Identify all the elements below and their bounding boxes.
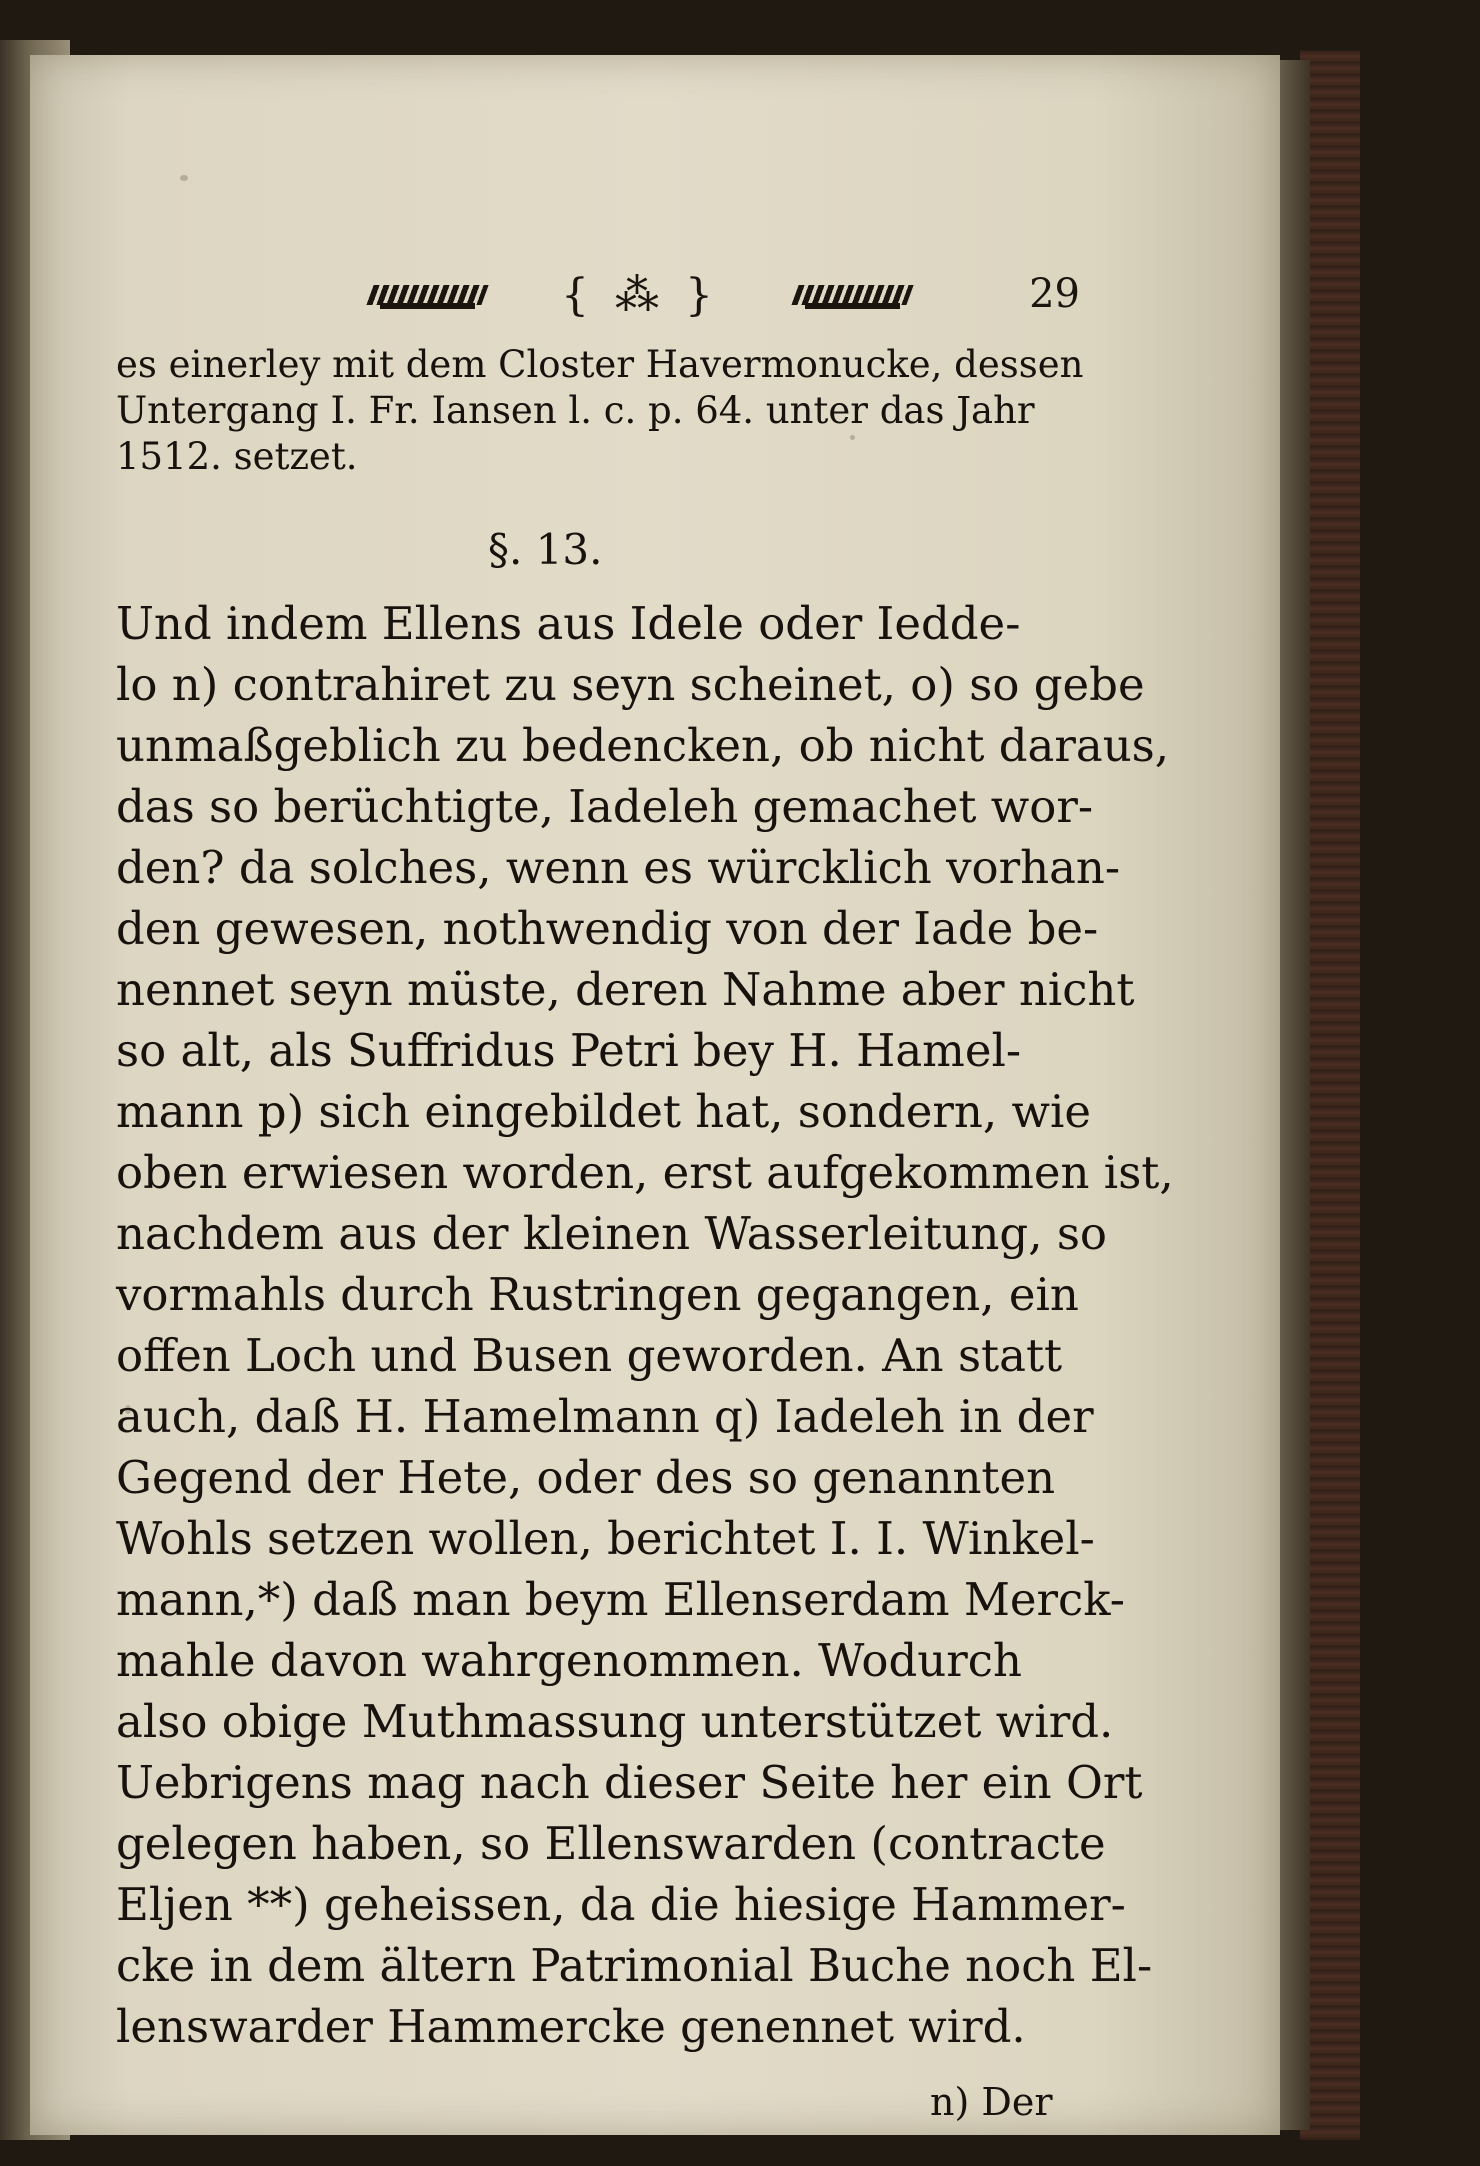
body-line: mann,*) daß man beym Ellenserdam Merck-	[116, 1573, 1125, 1626]
body-line: also obige Muthmassung unterstützet wird.	[116, 1695, 1114, 1748]
body-line: nachdem aus der kleinen Wasserleitung, so	[116, 1207, 1108, 1260]
note-line: es einerley mit dem Closter Havermonucke, dessen	[116, 343, 1084, 386]
body-line: so alt, als Suffridus Petri bey H. Hamel-	[116, 1024, 1022, 1077]
ornament-right-bar	[795, 279, 910, 311]
body-line: Eljen **) geheissen, da die hiesige Hammer-	[116, 1878, 1126, 1931]
body-line: mahle davon wahrgenommen. Wodurch	[116, 1634, 1022, 1687]
header-ornament	[370, 265, 910, 325]
page-number: 29	[1029, 271, 1080, 317]
note-line: 1512. setzet.	[116, 435, 358, 478]
body-line: mann p) sich eingebildet hat, sondern, wie	[116, 1085, 1092, 1138]
ornament-center: { ⁂ }	[561, 269, 719, 321]
body-line: gelegen haben, so Ellenswarden (contracte	[116, 1817, 1106, 1870]
body-line: Uebrigens mag nach dieser Seite her ein Ort	[116, 1756, 1143, 1809]
paper-speck	[180, 175, 188, 181]
body-line: cke in dem ältern Patrimonial Buche noch El-	[116, 1939, 1153, 1992]
body-line: unmaßgeblich zu bedencken, ob nicht daraus,	[116, 719, 1170, 772]
running-header	[370, 265, 1080, 325]
body-line: das so berüchtigte, Iadeleh gemachet wor-	[116, 780, 1094, 833]
body-line: lenswarder Hammercke genennet wird.	[116, 2000, 1026, 2053]
body-line: nennet seyn müste, deren Nahme aber nicht	[116, 963, 1135, 1016]
body-line: den gewesen, nothwendig von der Iade be-	[116, 902, 1099, 955]
body-line: offen Loch und Busen geworden. An statt	[116, 1329, 1063, 1382]
body-line: vormahls durch Rustringen gegangen, ein	[116, 1268, 1079, 1321]
paper-speck	[850, 435, 855, 440]
catchword: n) Der	[930, 2080, 1053, 2124]
body-line: auch, daß H. Hamelmann q) Iadeleh in der	[116, 1390, 1094, 1443]
body-line: Gegend der Hete, oder des so genannten	[116, 1451, 1056, 1504]
body-line: oben erwiesen worden, erst aufgekommen ist,	[116, 1146, 1174, 1199]
body-line: lo n) contrahiret zu seyn scheinet, o) so gebe	[116, 658, 1145, 711]
body-line: Und indem Ellens aus Idele oder Iedde-	[116, 597, 1021, 650]
ornament-left-bar	[370, 279, 485, 311]
body-line: den? da solches, wenn es würcklich vorhan-	[116, 841, 1121, 894]
section-heading: §. 13.	[488, 525, 603, 574]
book-page	[30, 55, 1280, 2135]
note-line: Untergang I. Fr. Iansen l. c. p. 64. unter das Jahr	[116, 389, 1035, 432]
body-line: Wohls setzen wollen, berichtet I. I. Winkel-	[116, 1512, 1095, 1565]
